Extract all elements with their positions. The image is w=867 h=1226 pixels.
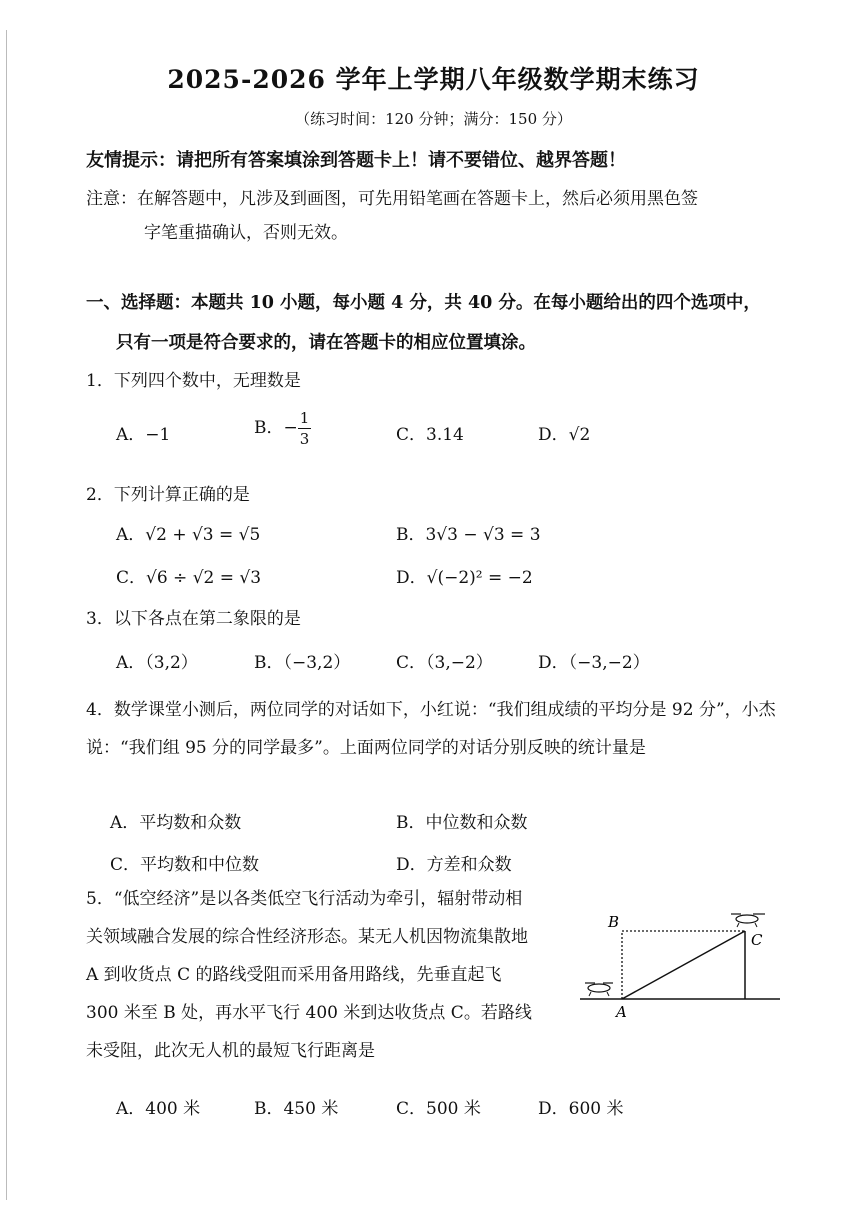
drone-icon-a — [585, 983, 613, 996]
notice-line-1: 注意：在解答题中，凡涉及到画图，可先用铅笔画在答题卡上，然后必须用黑色签 — [86, 189, 698, 209]
page-title: 2025-2026 学年上学期八年级数学期末练习 — [167, 65, 700, 94]
question-5-stem: 5．“低空经济”是以各类低空飞行活动为牵引，辐射带动相关领域融合发展的综合性经济形态。某无人机因物流集散地 A 到收货点 C 的路线受阻而采用备用路线，先垂直起飞 300 米至 B 处，再水平飞行 400 米到达收货点 C。若路线未受阻，此次无人机的最短飞行距离是 — [86, 889, 532, 1061]
label-b: B — [608, 913, 620, 931]
question-1-option-b[interactable] — [254, 408, 311, 449]
section-1-heading — [86, 283, 791, 363]
fraction-denominator: 3 — [299, 430, 310, 448]
drone-icon-c — [731, 914, 765, 927]
question-3-option-b[interactable]: B．（−3,2） — [254, 653, 351, 673]
question-4-option-d[interactable]: D．方差和众数 — [396, 855, 512, 875]
notice-line-2: 字笔重描确认，否则无效。 — [144, 223, 348, 243]
question-2-option-c[interactable]: C．√6 ÷ √2 = √3 — [116, 568, 262, 588]
section-1-line-1: 一、选择题：本题共 10 小题，每小题 4 分，共 40 分。在每小题给出的四个选项中， — [86, 293, 761, 313]
question-5-option-c[interactable]: C．500 米 — [396, 1099, 481, 1119]
fraction — [298, 408, 312, 449]
section-1-line-2: 只有一项是符合要求的，请在答题卡的相应位置填涂。 — [116, 333, 536, 353]
question-4-option-c[interactable]: C．平均数和中位数 — [110, 855, 260, 875]
question-2-stem: 2．下列计算正确的是 — [86, 485, 250, 505]
notice — [86, 182, 786, 250]
label-c: C — [751, 931, 763, 949]
segment-ac — [622, 931, 745, 999]
question-2-option-d[interactable]: D．√(−2)² = −2 — [396, 568, 533, 588]
question-1-option-c[interactable]: C．3.14 — [396, 425, 464, 445]
drone-route-figure — [575, 895, 785, 1020]
page-edge-line — [6, 30, 7, 1200]
exam-info: （练习时间：120 分钟；满分：150 分） — [295, 110, 572, 128]
friendly-tip: 友情提示：请把所有答案填涂到答题卡上！请不要错位、越界答题！ — [86, 150, 626, 171]
question-4-stem: 4．数学课堂小测后，两位同学的对话如下，小红说：“我们组成绩的平均分是 92 分”，小杰说：“我们组 95 分的同学最多”。上面两位同学的对话分别反映的统计量是 — [86, 700, 776, 758]
question-2-option-a[interactable]: A．√2 + √3 = √5 — [116, 525, 261, 545]
question-4-option-a[interactable]: A．平均数和众数 — [110, 813, 242, 833]
option-d-prefix: D． — [538, 425, 569, 445]
option-b-prefix: B．− — [254, 418, 298, 438]
question-1-option-d[interactable] — [538, 420, 590, 445]
question-3-stem: 3．以下各点在第二象限的是 — [86, 609, 301, 629]
question-4-option-b[interactable]: B．中位数和众数 — [396, 813, 528, 833]
question-1-stem: 1．下列四个数中，无理数是 — [86, 371, 301, 391]
option-d-value: √2 — [568, 425, 591, 445]
question-3-option-d[interactable]: D．（−3,−2） — [538, 653, 650, 673]
question-5-option-b[interactable]: B．450 米 — [254, 1099, 339, 1119]
question-5-option-d[interactable]: D．600 米 — [538, 1099, 624, 1119]
question-3-option-a[interactable]: A．（3,2） — [116, 653, 198, 673]
fraction-numerator: 1 — [299, 409, 310, 427]
question-5-option-a[interactable]: A．400 米 — [116, 1099, 201, 1119]
question-1-option-a[interactable]: A．−1 — [116, 425, 171, 445]
question-2-option-b[interactable]: B．3√3 − √3 = 3 — [396, 525, 541, 545]
label-a: A — [616, 1003, 627, 1020]
question-3-option-c[interactable]: C．（3,−2） — [396, 653, 493, 673]
